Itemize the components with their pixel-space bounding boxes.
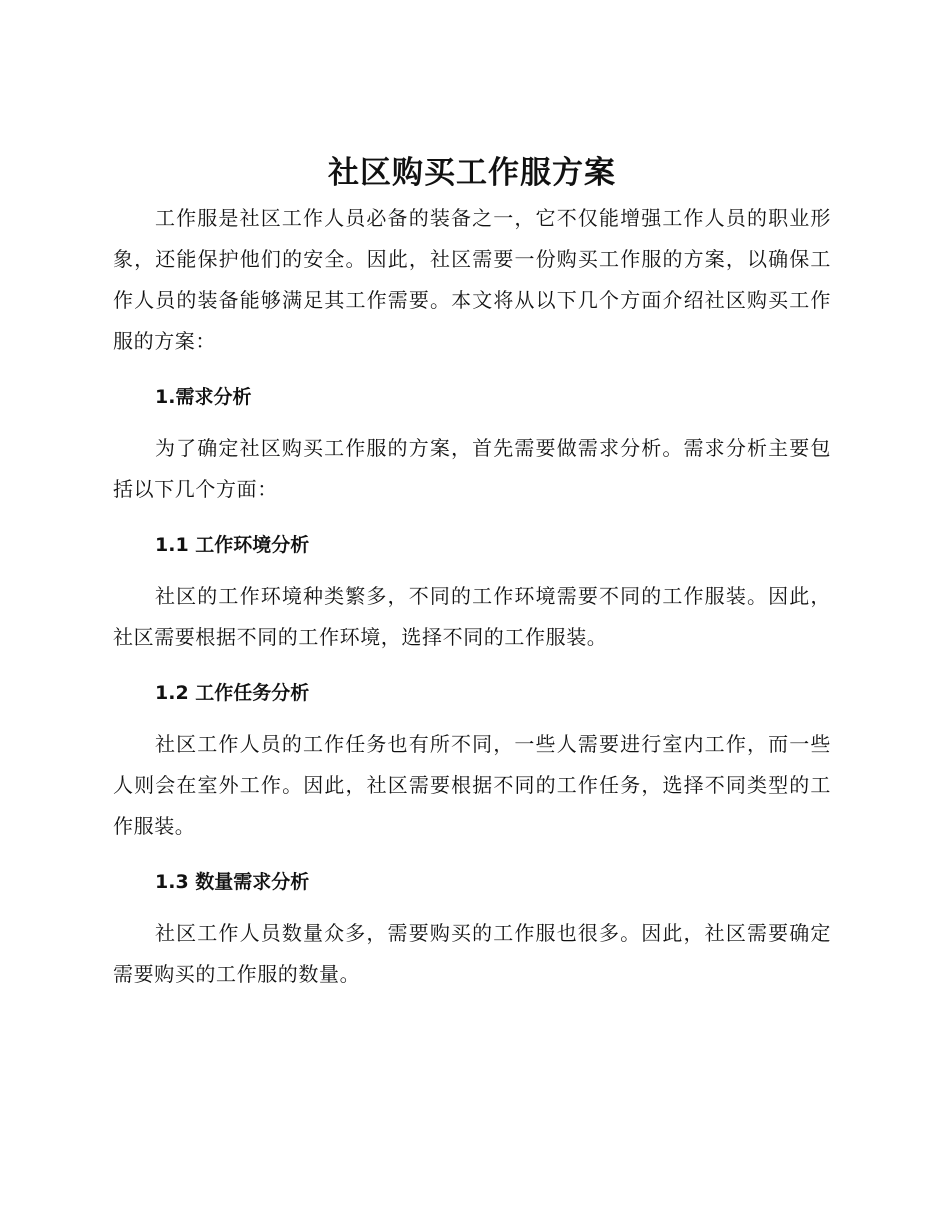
intro-paragraph: 工作服是社区工作人员必备的装备之一，它不仅能增强工作人员的职业形象，还能保护他们的安全。因此，社区需要一份购买工作服的方案，以确保工作人员的装备能够满足其工作需要。本文将从以下几个方面介绍社区购买工作服的方案： (113, 206, 831, 353)
section-body-demand-analysis: 为了确定社区购买工作服的方案，首先需要做需求分析。需求分析主要包括以下几个方面： (113, 436, 831, 501)
section-body-work-task: 社区工作人员的工作任务也有所不同，一些人需要进行室内工作，而一些人则会在室外工作。因此，社区需要根据不同的工作任务，选择不同类型的工作服装。 (113, 732, 831, 838)
section-heading-work-task: 1.2 工作任务分析 (155, 682, 310, 704)
document-content (113, 150, 831, 995)
section-heading-work-environment: 1.1 工作环境分析 (155, 534, 310, 556)
section-heading-demand-analysis: 1.需求分析 (155, 386, 252, 408)
section-heading-quantity: 1.3 数量需求分析 (155, 871, 310, 893)
document-title: 社区购买工作服方案 (328, 155, 616, 191)
section-body-work-environment: 社区的工作环境种类繁多，不同的工作环境需要不同的工作服装。因此，社区需要根据不同的工作环境，选择不同的工作服装。 (113, 584, 831, 649)
section-body-quantity: 社区工作人员数量众多，需要购买的工作服也很多。因此，社区需要确定需要购买的工作服的数量。 (113, 921, 831, 986)
